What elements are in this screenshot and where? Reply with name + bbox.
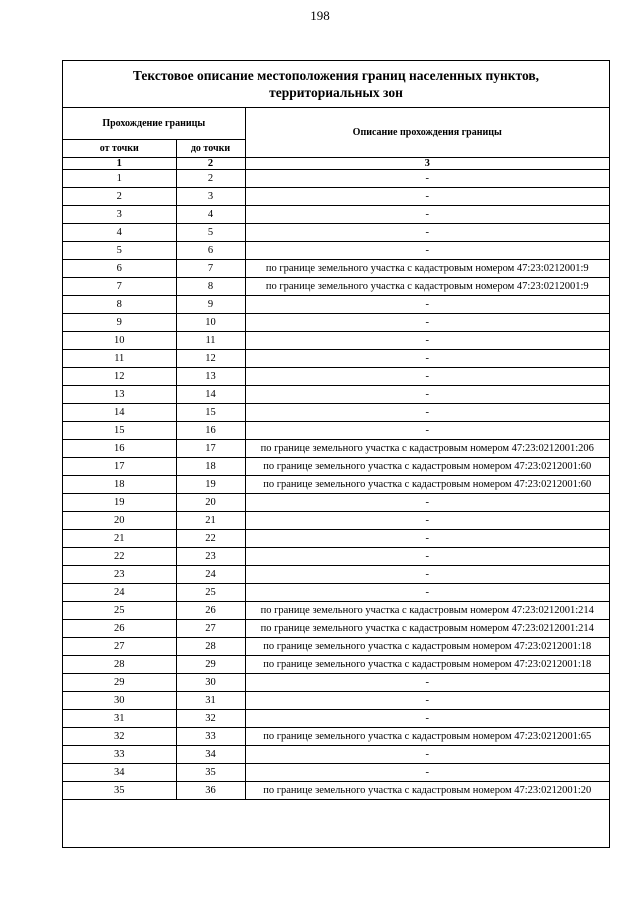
description-cell: -: [245, 385, 609, 403]
table-row: [63, 187, 609, 205]
from-point-cell: 18: [63, 475, 176, 493]
table-row: [63, 601, 609, 619]
from-point-cell: 1: [63, 169, 176, 187]
table-row: [63, 475, 609, 493]
from-point-cell: 22: [63, 547, 176, 565]
from-point-cell: 12: [63, 367, 176, 385]
from-point-cell: 32: [63, 727, 176, 745]
from-point-cell: 6: [63, 259, 176, 277]
to-point-cell: 30: [176, 673, 245, 691]
from-point-cell: 35: [63, 781, 176, 799]
to-point-cell: 7: [176, 259, 245, 277]
from-point-cell: 16: [63, 439, 176, 457]
to-point-cell: 17: [176, 439, 245, 457]
table-row: [63, 709, 609, 727]
description-cell: по границе земельного участка с кадастровым номером 47:23:0212001:18: [245, 637, 609, 655]
description-cell: -: [245, 295, 609, 313]
from-point-cell: 13: [63, 385, 176, 403]
from-point-cell: 24: [63, 583, 176, 601]
from-point-cell: 11: [63, 349, 176, 367]
description-cell: -: [245, 421, 609, 439]
description-cell: по границе земельного участка с кадастровым номером 47:23:0212001:60: [245, 457, 609, 475]
from-point-cell: 34: [63, 763, 176, 781]
to-point-cell: 14: [176, 385, 245, 403]
header-row: [63, 108, 609, 139]
to-point-cell: 10: [176, 313, 245, 331]
table-row: [63, 295, 609, 313]
table-row: [63, 583, 609, 601]
description-cell: -: [245, 169, 609, 187]
to-point-cell: 29: [176, 655, 245, 673]
to-point-cell: 13: [176, 367, 245, 385]
to-point-cell: 16: [176, 421, 245, 439]
table-row: [63, 547, 609, 565]
table-row: [63, 259, 609, 277]
description-cell: -: [245, 241, 609, 259]
to-point-cell: 34: [176, 745, 245, 763]
table-row: [63, 223, 609, 241]
from-point-cell: 7: [63, 277, 176, 295]
table-row: [63, 727, 609, 745]
from-point-cell: 25: [63, 601, 176, 619]
from-point-cell: 23: [63, 565, 176, 583]
table-row: [63, 691, 609, 709]
to-point-cell: 18: [176, 457, 245, 475]
to-point-cell: 3: [176, 187, 245, 205]
table-row: [63, 205, 609, 223]
description-cell: по границе земельного участка с кадастровым номером 47:23:0212001:206: [245, 439, 609, 457]
description-cell: по границе земельного участка с кадастровым номером 47:23:0212001:20: [245, 781, 609, 799]
description-cell: -: [245, 511, 609, 529]
to-point-cell: 27: [176, 619, 245, 637]
description-cell: -: [245, 745, 609, 763]
table-row: [63, 439, 609, 457]
passage-header: Прохождение границы: [63, 108, 245, 139]
table-row: [63, 529, 609, 547]
table-row: [63, 673, 609, 691]
table-row: [63, 565, 609, 583]
table-row: [63, 367, 609, 385]
to-point-cell: 28: [176, 637, 245, 655]
table-row: [63, 781, 609, 799]
table-row: [63, 457, 609, 475]
to-point-cell: 33: [176, 727, 245, 745]
description-cell: -: [245, 313, 609, 331]
boundary-table: [63, 108, 609, 800]
description-cell: по границе земельного участка с кадастровым номером 47:23:0212001:65: [245, 727, 609, 745]
description-cell: -: [245, 403, 609, 421]
title-line-2: территориальных зон: [269, 85, 403, 100]
to-point-cell: 24: [176, 565, 245, 583]
description-header: Описание прохождения границы: [245, 108, 609, 157]
description-cell: по границе земельного участка с кадастровым номером 47:23:0212001:214: [245, 619, 609, 637]
table-row: [63, 493, 609, 511]
to-point-cell: 2: [176, 169, 245, 187]
to-point-cell: 26: [176, 601, 245, 619]
description-cell: по границе земельного участка с кадастровым номером 47:23:0212001:214: [245, 601, 609, 619]
to-point-cell: 12: [176, 349, 245, 367]
to-point-cell: 31: [176, 691, 245, 709]
table-row: [63, 331, 609, 349]
from-point-cell: 33: [63, 745, 176, 763]
column-number-1: 1: [63, 157, 176, 169]
description-cell: -: [245, 673, 609, 691]
page-number: 198: [310, 8, 330, 23]
description-cell: -: [245, 331, 609, 349]
to-point-cell: 23: [176, 547, 245, 565]
document-frame: [62, 60, 610, 848]
description-cell: -: [245, 529, 609, 547]
description-cell: -: [245, 547, 609, 565]
description-cell: по границе земельного участка с кадастровым номером 47:23:0212001:60: [245, 475, 609, 493]
from-point-cell: 21: [63, 529, 176, 547]
from-point-cell: 17: [63, 457, 176, 475]
description-cell: -: [245, 187, 609, 205]
table-row: [63, 421, 609, 439]
from-point-cell: 8: [63, 295, 176, 313]
description-cell: -: [245, 583, 609, 601]
from-point-header: от точки: [63, 139, 176, 157]
table-row: [63, 745, 609, 763]
description-cell: по границе земельного участка с кадастровым номером 47:23:0212001:9: [245, 277, 609, 295]
to-point-cell: 21: [176, 511, 245, 529]
table-row: [63, 313, 609, 331]
description-cell: -: [245, 367, 609, 385]
table-row: [63, 277, 609, 295]
description-cell: -: [245, 349, 609, 367]
from-point-cell: 31: [63, 709, 176, 727]
title-line-1: Текстовое описание местоположения границ населенных пунктов,: [132, 68, 540, 83]
from-point-cell: 28: [63, 655, 176, 673]
description-cell: по границе земельного участка с кадастровым номером 47:23:0212001:18: [245, 655, 609, 673]
to-point-cell: 9: [176, 295, 245, 313]
description-cell: по границе земельного участка с кадастровым номером 47:23:0212001:9: [245, 259, 609, 277]
to-point-cell: 35: [176, 763, 245, 781]
from-point-cell: 3: [63, 205, 176, 223]
to-point-header: до точки: [176, 139, 245, 157]
from-point-cell: 20: [63, 511, 176, 529]
column-number-2: 2: [176, 157, 245, 169]
to-point-cell: 11: [176, 331, 245, 349]
description-cell: -: [245, 565, 609, 583]
from-point-cell: 4: [63, 223, 176, 241]
to-point-cell: 22: [176, 529, 245, 547]
table-row: [63, 169, 609, 187]
to-point-cell: 36: [176, 781, 245, 799]
to-point-cell: 4: [176, 205, 245, 223]
from-point-cell: 15: [63, 421, 176, 439]
from-point-cell: 30: [63, 691, 176, 709]
from-point-cell: 10: [63, 331, 176, 349]
table-row: [63, 511, 609, 529]
description-cell: -: [245, 493, 609, 511]
to-point-cell: 15: [176, 403, 245, 421]
to-point-cell: 6: [176, 241, 245, 259]
table-row: [63, 403, 609, 421]
table-row: [63, 637, 609, 655]
to-point-cell: 25: [176, 583, 245, 601]
from-point-cell: 9: [63, 313, 176, 331]
from-point-cell: 5: [63, 241, 176, 259]
table-row: [63, 241, 609, 259]
table-row: [63, 763, 609, 781]
to-point-cell: 32: [176, 709, 245, 727]
to-point-cell: 19: [176, 475, 245, 493]
from-point-cell: 19: [63, 493, 176, 511]
table-row: [63, 619, 609, 637]
table-row: [63, 385, 609, 403]
column-number-3: 3: [245, 157, 609, 169]
from-point-cell: 29: [63, 673, 176, 691]
column-number-row: [63, 157, 609, 169]
to-point-cell: 5: [176, 223, 245, 241]
to-point-cell: 8: [176, 277, 245, 295]
document-title: [63, 61, 609, 108]
table-row: [63, 349, 609, 367]
from-point-cell: 2: [63, 187, 176, 205]
to-point-cell: 20: [176, 493, 245, 511]
description-cell: -: [245, 709, 609, 727]
from-point-cell: 14: [63, 403, 176, 421]
description-cell: -: [245, 223, 609, 241]
description-cell: -: [245, 205, 609, 223]
from-point-cell: 26: [63, 619, 176, 637]
from-point-cell: 27: [63, 637, 176, 655]
table-row: [63, 655, 609, 673]
description-cell: -: [245, 763, 609, 781]
description-cell: -: [245, 691, 609, 709]
